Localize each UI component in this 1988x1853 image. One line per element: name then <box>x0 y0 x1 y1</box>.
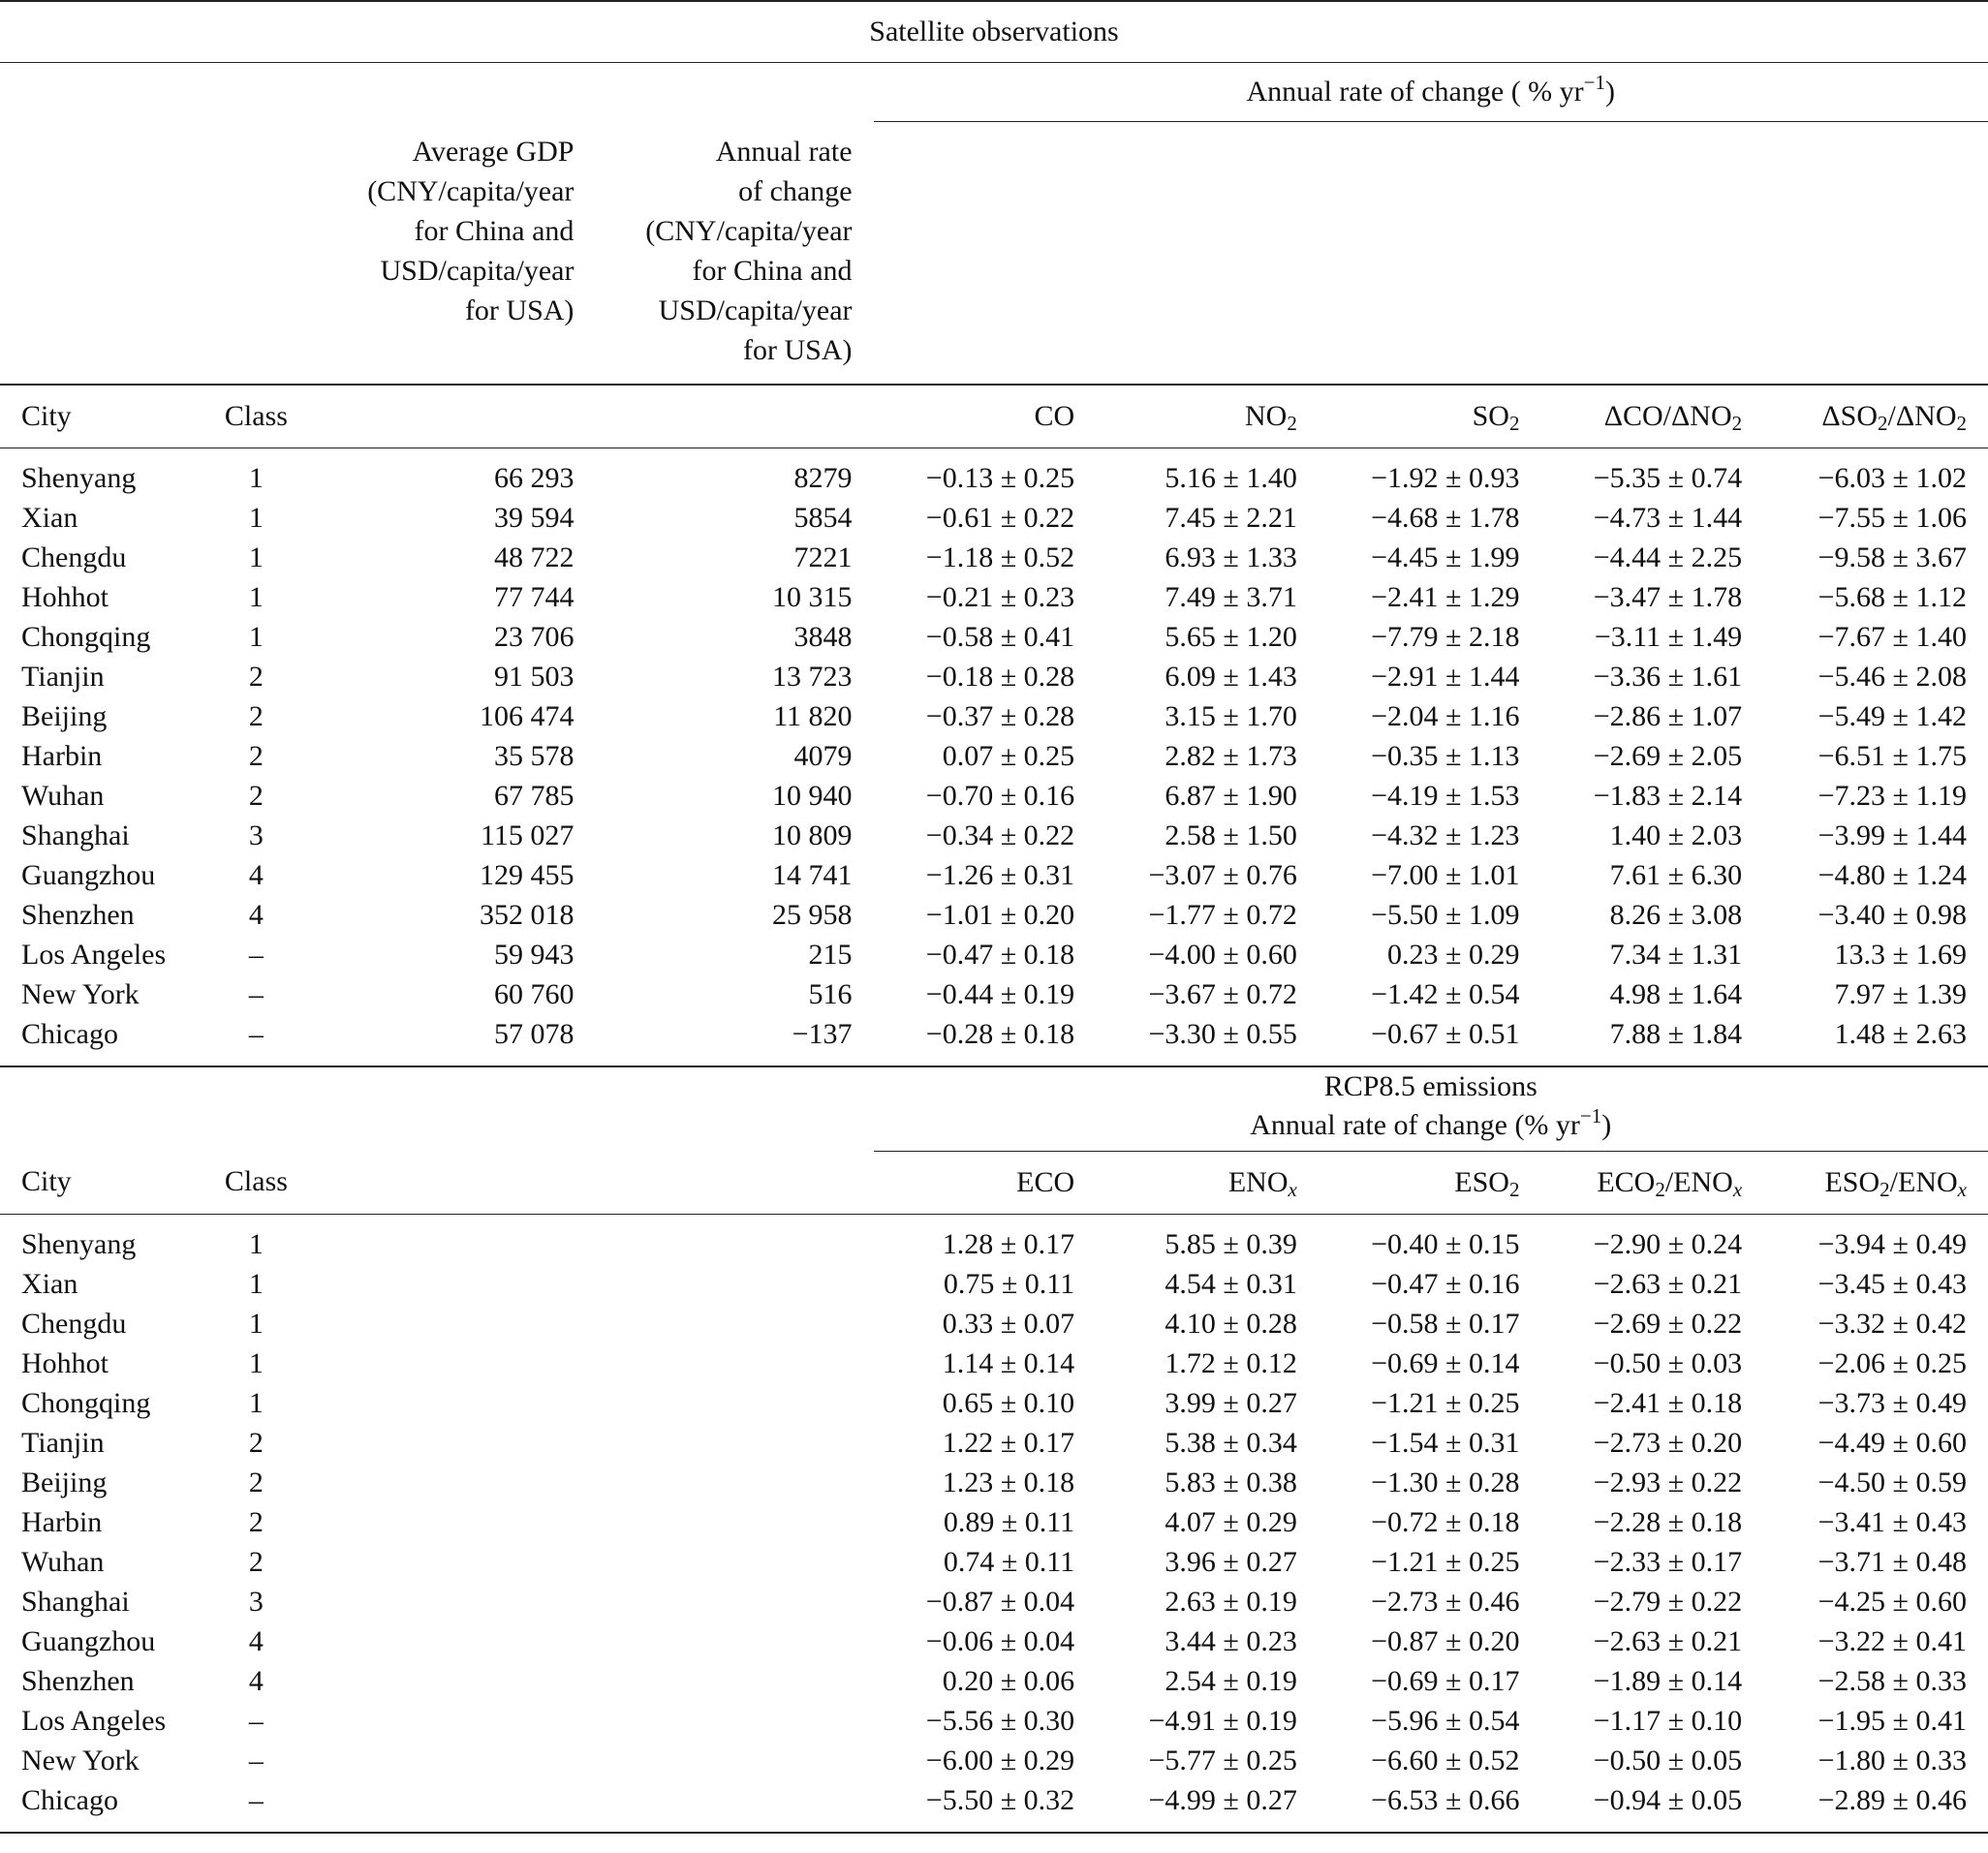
cell-city: Xian <box>21 1267 78 1300</box>
cell-enox: −4.99 ± 0.27 <box>1096 1780 1319 1833</box>
cell-city: Chongqing <box>21 620 151 653</box>
cell-no2: 5.65 ± 1.20 <box>1165 620 1297 653</box>
cell-gdp: 39 594 <box>493 501 575 534</box>
cell-no2: 6.87 ± 1.90 <box>1165 779 1297 812</box>
table-row <box>0 538 1988 577</box>
cell-dco: 8.26 ± 3.08 <box>1609 898 1743 931</box>
cell-eso2r: −1.80 ± 0.33 <box>1817 1744 1967 1776</box>
cell-gdp: 57 078 <box>312 1014 595 1066</box>
cell-gdp: 352 018 <box>479 898 575 931</box>
cell-so2: −2.91 ± 1.44 <box>1371 660 1520 693</box>
cell-co: −0.28 ± 0.18 <box>874 1014 1097 1066</box>
cell-co: −0.13 ± 0.25 <box>925 461 1075 494</box>
cell-dco: 7.88 ± 1.84 <box>1540 1014 1763 1066</box>
cell-enox: 4.07 ± 0.29 <box>1165 1505 1297 1538</box>
cell-eso2r: −3.32 ± 0.42 <box>1817 1307 1967 1340</box>
cell-class: 1 <box>248 1307 264 1340</box>
cell-city: Shenyang <box>21 1227 137 1260</box>
cell-city: Wuhan <box>21 1545 105 1578</box>
cell-eco2: −2.63 ± 0.21 <box>1593 1624 1743 1657</box>
cell-dco: 7.61 ± 6.30 <box>1609 858 1743 891</box>
cell-eco2: −2.69 ± 0.22 <box>1593 1307 1743 1340</box>
cell-eso2: −1.30 ± 0.28 <box>1371 1466 1520 1498</box>
cell-eco: 1.23 ± 0.18 <box>942 1466 1075 1498</box>
cell-co: −0.70 ± 0.16 <box>925 779 1075 812</box>
cell-so2: −2.41 ± 1.29 <box>1371 580 1520 613</box>
col-co: CO <box>874 385 1097 448</box>
cell-eco2: −2.63 ± 0.21 <box>1593 1267 1743 1300</box>
cell-class: 1 <box>248 580 264 613</box>
cell-co: 0.07 ± 0.25 <box>942 739 1075 772</box>
table-row <box>0 1463 1988 1502</box>
cell-eso2r: −4.25 ± 0.60 <box>1817 1585 1967 1618</box>
cell-eco2: −2.90 ± 0.24 <box>1593 1227 1743 1260</box>
cell-dco: 7.34 ± 1.31 <box>1609 938 1743 971</box>
cell-city: Chengdu <box>21 1307 127 1340</box>
cell-rate: 7221 <box>793 540 853 573</box>
cell-city: Chicago <box>0 1014 201 1066</box>
cell-eco2: −2.79 ± 0.22 <box>1593 1585 1743 1618</box>
table-row <box>0 935 1988 974</box>
cell-city: Xian <box>21 501 78 534</box>
cell-enox: 5.83 ± 0.38 <box>1165 1466 1297 1498</box>
cell-so2: −0.35 ± 1.13 <box>1371 739 1520 772</box>
cell-eco: 0.74 ± 0.11 <box>943 1545 1075 1578</box>
cell-dco: −5.35 ± 0.74 <box>1593 461 1743 494</box>
cell-class: 4 <box>248 858 264 891</box>
cell-city: Los Angeles <box>21 1704 167 1737</box>
cell-eso2: −0.40 ± 0.15 <box>1371 1227 1520 1260</box>
cell-eso2r: −4.49 ± 0.60 <box>1817 1426 1967 1459</box>
cell-eco: 1.28 ± 0.17 <box>942 1227 1075 1260</box>
cell-no2: 7.45 ± 2.21 <box>1165 501 1297 534</box>
col-dso2-dno2: $\Delta SO_2/\Delta NO_2$ <box>1763 385 1988 448</box>
cell-class: 2 <box>248 739 264 772</box>
table-row <box>0 1582 1988 1621</box>
cell-class: 2 <box>248 1466 264 1498</box>
cell-eco2: −1.17 ± 0.10 <box>1593 1704 1743 1737</box>
table-row <box>0 816 1988 855</box>
col-so2: $SO_2$ <box>1319 385 1541 448</box>
rcp-col-city: City <box>0 1151 201 1214</box>
cell-class: 2 <box>248 660 264 693</box>
cell-dso2: −7.55 ± 1.06 <box>1817 501 1967 534</box>
cell-co: −1.18 ± 0.52 <box>925 540 1075 573</box>
cell-gdp: 91 503 <box>493 660 575 693</box>
cell-eco2: −2.28 ± 0.18 <box>1593 1505 1743 1538</box>
cell-eso2: −1.54 ± 0.31 <box>1371 1426 1520 1459</box>
cell-gdp: 129 455 <box>479 858 575 891</box>
cell-no2: −3.07 ± 0.76 <box>1148 858 1297 891</box>
cell-co: −0.21 ± 0.23 <box>925 580 1075 613</box>
cell-eso2r: −2.89 ± 0.46 <box>1763 1780 1988 1833</box>
cell-eco: 0.89 ± 0.11 <box>943 1505 1075 1538</box>
cell-dco: 1.40 ± 2.03 <box>1609 818 1743 851</box>
table-row <box>0 1542 1988 1582</box>
cell-rate: 13 723 <box>772 660 853 693</box>
cell-gdp: 59 943 <box>493 938 575 971</box>
cell-dso2: −7.67 ± 1.40 <box>1817 620 1967 653</box>
cell-eco2: −2.41 ± 0.18 <box>1593 1386 1743 1419</box>
cell-eso2r: −3.71 ± 0.48 <box>1817 1545 1967 1578</box>
cell-city: Harbin <box>21 739 103 772</box>
cell-class: – <box>201 1780 313 1833</box>
cell-rate: 5854 <box>793 501 853 534</box>
cell-no2: −1.77 ± 0.72 <box>1148 898 1297 931</box>
cell-eso2r: −3.45 ± 0.43 <box>1817 1267 1967 1300</box>
cell-city: Shanghai <box>21 1585 130 1618</box>
cell-gdp: 77 744 <box>493 580 575 613</box>
col-eso2-enox: $ESO_2/ENO_x$ <box>1763 1151 1988 1214</box>
cell-eco: 0.65 ± 0.10 <box>942 1386 1075 1419</box>
table-row <box>0 855 1988 895</box>
table-row <box>0 1621 1988 1661</box>
cell-city: Chicago <box>0 1780 201 1833</box>
cell-co: −0.44 ± 0.19 <box>925 977 1075 1010</box>
cell-gdp: 48 722 <box>493 540 575 573</box>
cell-dso2: −6.03 ± 1.02 <box>1817 461 1967 494</box>
cell-so2: −4.19 ± 1.53 <box>1371 779 1520 812</box>
cell-city: Hohhot <box>21 580 109 613</box>
cell-co: −0.61 ± 0.22 <box>925 501 1075 534</box>
cell-city: Shanghai <box>21 818 130 851</box>
col-class: Class <box>201 385 313 448</box>
cell-eso2: −0.69 ± 0.17 <box>1371 1664 1520 1697</box>
cell-city: Beijing <box>21 699 108 732</box>
cell-dso2: −3.99 ± 1.44 <box>1817 818 1967 851</box>
cell-class: 4 <box>248 1664 264 1697</box>
cell-city: New York <box>21 977 140 1010</box>
cell-eso2: −1.21 ± 0.25 <box>1371 1386 1520 1419</box>
cell-class: – <box>248 938 264 971</box>
cell-enox: 2.63 ± 0.19 <box>1165 1585 1297 1618</box>
col-no2: $NO_2$ <box>1096 385 1319 448</box>
cell-rate: 10 809 <box>772 818 853 851</box>
cell-class: 1 <box>248 501 264 534</box>
cell-eco2: −0.94 ± 0.05 <box>1540 1780 1763 1833</box>
cell-eco: 1.14 ± 0.14 <box>942 1346 1075 1379</box>
table-row <box>0 776 1988 816</box>
cell-no2: 7.49 ± 3.71 <box>1165 580 1297 613</box>
cell-rate: 516 <box>808 977 853 1010</box>
cell-no2: 6.93 ± 1.33 <box>1165 540 1297 573</box>
cell-enox: 1.72 ± 0.12 <box>1165 1346 1297 1379</box>
cell-eco: −0.87 ± 0.04 <box>925 1585 1075 1618</box>
cell-rate: 4079 <box>793 739 853 772</box>
rcp-col-class: Class <box>201 1151 313 1214</box>
cell-dso2: 13.3 ± 1.69 <box>1834 938 1967 971</box>
cell-eso2: −2.73 ± 0.46 <box>1371 1585 1520 1618</box>
gdp-rate-header: Annual rate of change (CNY/capita/year for China and USD/capita/year for USA) <box>645 135 853 366</box>
cell-dso2: −5.46 ± 2.08 <box>1817 660 1967 693</box>
table-row <box>0 1214 1988 1264</box>
cell-no2: −3.67 ± 0.72 <box>1148 977 1297 1010</box>
cell-eso2: −5.96 ± 0.54 <box>1371 1704 1520 1737</box>
cell-dso2: −5.49 ± 1.42 <box>1817 699 1967 732</box>
cell-gdp: 106 474 <box>479 699 575 732</box>
cell-class: – <box>201 1014 313 1066</box>
col-dco-dno2: ΔCO/$\Delta NO_2$ <box>1540 385 1763 448</box>
cell-dco: −3.47 ± 1.78 <box>1593 580 1743 613</box>
cell-no2: 2.58 ± 1.50 <box>1165 818 1297 851</box>
cell-class: – <box>248 1704 264 1737</box>
cell-city: Tianjin <box>21 660 105 693</box>
cell-co: −0.37 ± 0.28 <box>925 699 1075 732</box>
cell-class: 1 <box>248 1386 264 1419</box>
cell-eco: 1.22 ± 0.17 <box>942 1426 1075 1459</box>
cell-eco2: −2.33 ± 0.17 <box>1593 1545 1743 1578</box>
cell-rate: 215 <box>808 938 853 971</box>
cell-eso2r: −3.41 ± 0.43 <box>1817 1505 1967 1538</box>
cell-co: −0.58 ± 0.41 <box>925 620 1075 653</box>
cell-no2: 2.82 ± 1.73 <box>1165 739 1297 772</box>
cell-co: −0.47 ± 0.18 <box>925 938 1075 971</box>
rcp-title: RCP8.5 emissions <box>874 1066 1988 1106</box>
cell-dco: −1.83 ± 2.14 <box>1593 779 1743 812</box>
cell-eso2r: −2.58 ± 0.33 <box>1817 1664 1967 1697</box>
cell-so2: −4.68 ± 1.78 <box>1371 501 1520 534</box>
cell-no2: 5.16 ± 1.40 <box>1165 461 1297 494</box>
cell-eso2: −0.47 ± 0.16 <box>1371 1267 1520 1300</box>
satellite-rate-group-header: Annual rate of change ( % $yr^{-1}$) <box>874 63 1988 122</box>
cell-eco: −0.06 ± 0.04 <box>925 1624 1075 1657</box>
table-row <box>0 1264 1988 1304</box>
cell-city: Shenzhen <box>21 1664 135 1697</box>
cell-gdp: 35 578 <box>493 739 575 772</box>
cell-eco2: −2.93 ± 0.22 <box>1593 1466 1743 1498</box>
cell-eco: −5.56 ± 0.30 <box>925 1704 1075 1737</box>
cell-class: 1 <box>248 461 264 494</box>
cell-eso2: −0.72 ± 0.18 <box>1371 1505 1520 1538</box>
cell-enox: 5.38 ± 0.34 <box>1165 1426 1297 1459</box>
cell-no2: −3.30 ± 0.55 <box>1096 1014 1319 1066</box>
cell-class: 2 <box>248 699 264 732</box>
cell-eco: −6.00 ± 0.29 <box>925 1744 1075 1776</box>
cell-so2: −4.32 ± 1.23 <box>1371 818 1520 851</box>
cell-dco: −3.36 ± 1.61 <box>1593 660 1743 693</box>
cell-eso2r: −3.94 ± 0.49 <box>1817 1227 1967 1260</box>
satellite-title: Satellite observations <box>0 1 1988 63</box>
cell-dco: 4.98 ± 1.64 <box>1609 977 1743 1010</box>
table-row <box>0 1701 1988 1741</box>
cell-class: 3 <box>248 1585 264 1618</box>
cell-so2: 0.23 ± 0.29 <box>1387 938 1520 971</box>
cell-city: Chengdu <box>21 540 127 573</box>
cell-eso2: −0.69 ± 0.14 <box>1371 1346 1520 1379</box>
cell-city: Chongqing <box>21 1386 151 1419</box>
cell-class: 1 <box>248 620 264 653</box>
cell-eso2r: −3.73 ± 0.49 <box>1817 1386 1967 1419</box>
gdp-header: Average GDP (CNY/capita/year for China and USD/capita/year for USA) <box>367 135 575 326</box>
cell-so2: −7.00 ± 1.01 <box>1371 858 1520 891</box>
table-row <box>0 974 1988 1014</box>
table-row <box>0 1502 1988 1542</box>
cell-enox: 2.54 ± 0.19 <box>1165 1664 1297 1697</box>
cell-eso2: −6.53 ± 0.66 <box>1319 1780 1541 1833</box>
cell-rate: 11 820 <box>773 699 853 732</box>
cell-so2: −4.45 ± 1.99 <box>1371 540 1520 573</box>
cell-no2: 3.15 ± 1.70 <box>1165 699 1297 732</box>
cell-city: Guangzhou <box>21 858 156 891</box>
table-row <box>0 498 1988 538</box>
table-row <box>0 1661 1988 1701</box>
cell-eso2: −6.60 ± 0.52 <box>1371 1744 1520 1776</box>
table-row <box>0 1423 1988 1463</box>
cell-no2: −4.00 ± 0.60 <box>1148 938 1297 971</box>
cell-so2: −7.79 ± 2.18 <box>1371 620 1520 653</box>
cell-class: 4 <box>248 1624 264 1657</box>
cell-eco2: −1.89 ± 0.14 <box>1593 1664 1743 1697</box>
table-row <box>0 1383 1988 1423</box>
cell-rate: 10 940 <box>772 779 853 812</box>
cell-city: Harbin <box>21 1505 103 1538</box>
cell-no2: 6.09 ± 1.43 <box>1165 660 1297 693</box>
cell-dco: −2.69 ± 2.05 <box>1593 739 1743 772</box>
cell-city: Shenzhen <box>21 898 135 931</box>
cell-eso2r: −3.22 ± 0.41 <box>1817 1624 1967 1657</box>
cell-rate: 10 315 <box>772 580 853 613</box>
cell-enox: −4.91 ± 0.19 <box>1148 1704 1297 1737</box>
cell-gdp: 60 760 <box>493 977 575 1010</box>
cell-eco2: −0.50 ± 0.03 <box>1593 1346 1743 1379</box>
table-row <box>0 617 1988 657</box>
rcp-rate-group-header: Annual rate of change (% $yr^{-1}$) <box>874 1106 1988 1152</box>
cell-eso2r: −1.95 ± 0.41 <box>1817 1704 1967 1737</box>
cell-co: −0.18 ± 0.28 <box>925 660 1075 693</box>
cell-dso2: −9.58 ± 3.67 <box>1817 540 1967 573</box>
cell-gdp: 115 027 <box>481 818 575 851</box>
cell-eco: 0.75 ± 0.11 <box>943 1267 1075 1300</box>
cell-enox: 4.10 ± 0.28 <box>1165 1307 1297 1340</box>
cell-rate: 14 741 <box>772 858 853 891</box>
cell-class: 3 <box>248 818 264 851</box>
table-row <box>0 657 1988 696</box>
cell-dco: −3.11 ± 1.49 <box>1594 620 1743 653</box>
cell-eso2r: −4.50 ± 0.59 <box>1817 1466 1967 1498</box>
col-eco2-enox: $ECO_2/ENO_x$ <box>1540 1151 1763 1214</box>
cell-eco2: −2.73 ± 0.20 <box>1593 1426 1743 1459</box>
cell-so2: −1.92 ± 0.93 <box>1371 461 1520 494</box>
cell-class: 1 <box>248 540 264 573</box>
cell-class: 1 <box>248 1346 264 1379</box>
cell-gdp: 66 293 <box>493 461 575 494</box>
cell-rate: 3848 <box>793 620 853 653</box>
cell-eso2r: −2.06 ± 0.25 <box>1817 1346 1967 1379</box>
cell-rate: 8279 <box>793 461 853 494</box>
table-row <box>0 1014 1988 1066</box>
cell-class: 4 <box>248 898 264 931</box>
cell-class: 1 <box>248 1267 264 1300</box>
cell-dso2: 1.48 ± 2.63 <box>1763 1014 1988 1066</box>
cell-class: 2 <box>248 779 264 812</box>
cell-city: Shenyang <box>21 461 137 494</box>
table-row <box>0 1343 1988 1383</box>
table-row <box>0 448 1988 498</box>
cell-gdp: 23 706 <box>493 620 575 653</box>
cell-enox: 4.54 ± 0.31 <box>1165 1267 1297 1300</box>
cell-class: 2 <box>248 1426 264 1459</box>
cell-dco: −4.73 ± 1.44 <box>1593 501 1743 534</box>
cell-enox: −5.77 ± 0.25 <box>1148 1744 1297 1776</box>
cell-eso2: −1.21 ± 0.25 <box>1371 1545 1520 1578</box>
cell-rate: −137 <box>595 1014 873 1066</box>
table-row <box>0 1304 1988 1343</box>
cell-so2: −0.67 ± 0.51 <box>1319 1014 1541 1066</box>
cell-enox: 3.99 ± 0.27 <box>1165 1386 1297 1419</box>
col-eco: ECO <box>874 1151 1097 1214</box>
cell-eso2: −0.87 ± 0.20 <box>1371 1624 1520 1657</box>
cell-co: −1.01 ± 0.20 <box>925 898 1075 931</box>
cell-eco2: −0.50 ± 0.05 <box>1593 1744 1743 1776</box>
cell-eco: 0.33 ± 0.07 <box>942 1307 1075 1340</box>
cell-dso2: −4.80 ± 1.24 <box>1817 858 1967 891</box>
cell-enox: 3.96 ± 0.27 <box>1165 1545 1297 1578</box>
table-row <box>0 736 1988 776</box>
cell-so2: −2.04 ± 1.16 <box>1371 699 1520 732</box>
cell-city: Guangzhou <box>21 1624 156 1657</box>
table-row <box>0 1741 1988 1780</box>
cell-dco: −2.86 ± 1.07 <box>1593 699 1743 732</box>
col-eso2: $ESO_2$ <box>1319 1151 1541 1214</box>
col-enox: $ENO_x$ <box>1096 1151 1319 1214</box>
cell-city: Hohhot <box>21 1346 109 1379</box>
cell-class: – <box>248 977 264 1010</box>
cell-co: −1.26 ± 0.31 <box>925 858 1075 891</box>
table-row <box>0 895 1988 935</box>
cell-dco: −4.44 ± 2.25 <box>1593 540 1743 573</box>
cell-dso2: −5.68 ± 1.12 <box>1817 580 1967 613</box>
cell-class: 2 <box>248 1505 264 1538</box>
cell-city: Tianjin <box>21 1426 105 1459</box>
cell-class: – <box>248 1744 264 1776</box>
cell-enox: 3.44 ± 0.23 <box>1165 1624 1297 1657</box>
cell-so2: −1.42 ± 0.54 <box>1371 977 1520 1010</box>
table-row <box>0 577 1988 617</box>
table-row <box>0 696 1988 736</box>
cell-city: Wuhan <box>21 779 105 812</box>
cell-dso2: 7.97 ± 1.39 <box>1834 977 1967 1010</box>
cell-eso2: −0.58 ± 0.17 <box>1371 1307 1520 1340</box>
cell-rate: 25 958 <box>772 898 853 931</box>
cell-city: New York <box>21 1744 140 1776</box>
cell-eco: 0.20 ± 0.06 <box>942 1664 1075 1697</box>
table-row <box>0 1780 1988 1833</box>
cell-gdp: 67 785 <box>493 779 575 812</box>
cell-class: 2 <box>248 1545 264 1578</box>
cell-dso2: −6.51 ± 1.75 <box>1817 739 1967 772</box>
cell-co: −0.34 ± 0.22 <box>925 818 1075 851</box>
cell-dso2: −7.23 ± 1.19 <box>1817 779 1967 812</box>
cell-class: 1 <box>248 1227 264 1260</box>
cell-enox: 5.85 ± 0.39 <box>1165 1227 1297 1260</box>
cell-city: Beijing <box>21 1466 108 1498</box>
cell-city: Los Angeles <box>21 938 167 971</box>
cell-so2: −5.50 ± 1.09 <box>1371 898 1520 931</box>
col-city: City <box>0 385 201 448</box>
cell-eco: −5.50 ± 0.32 <box>874 1780 1097 1833</box>
cell-dso2: −3.40 ± 0.98 <box>1817 898 1967 931</box>
